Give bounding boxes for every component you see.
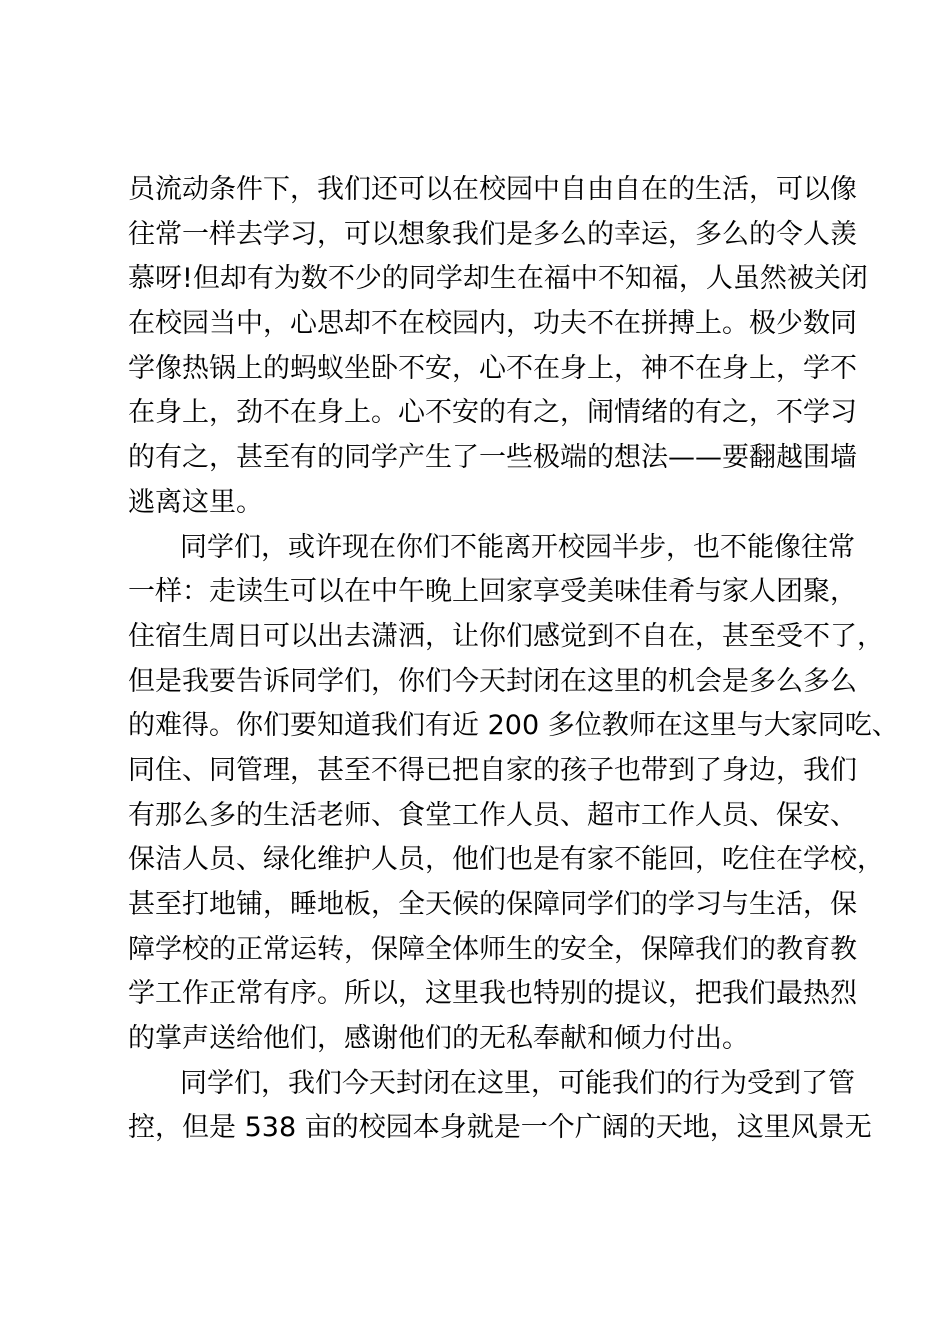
- text-line: 的有之，甚至有的同学产生了一些极端的想法——要翻越围墙: [128, 442, 857, 474]
- text-line: 在校园当中，心思却不在校园内，功夫不在拼搏上。极少数同: [128, 308, 857, 340]
- text-line: 甚至打地铺，睡地板，全天候的保障同学们的学习与生活，保: [128, 889, 857, 920]
- text-line: 学工作正常有序。所以，这里我也特别的提议，把我们最热烈: [128, 978, 857, 1010]
- text-line: 但是我要告诉同学们，你们今天封闭在这里的机会是多么多么: [128, 665, 857, 697]
- text-line: 学像热锅上的蚂蚁坐卧不安，心不在身上，神不在身上，学不: [128, 352, 857, 384]
- text-line: 保洁人员、绿化维护人员，他们也是有家不能回，吃住在学校，: [128, 844, 884, 876]
- text-line: 的掌声送给他们，感谢他们的无私奉献和倾力付出。: [128, 1023, 749, 1055]
- body-text: [128, 168, 899, 1151]
- text-line: 一样：走读生可以在中午晚上回家享受美味佳肴与家人团聚，: [128, 576, 857, 608]
- text-line: 障学校的正常运转，保障全体师生的安全，保障我们的教育教: [128, 933, 857, 965]
- paragraph-start-line: 同学们，或许现在你们不能离开校园半步，也不能像往常: [180, 531, 855, 563]
- text-line: 慕呀!但却有为数不少的同学却生在福中不知福，人虽然被关闭: [128, 263, 868, 295]
- text-line: 往常一样去学习，可以想象我们是多么的幸运，多么的令人羡: [128, 218, 857, 250]
- text-line: 同住、同管理，甚至不得已把自家的孩子也带到了身边，我们: [128, 754, 857, 786]
- text-line: 在身上，劲不在身上。心不安的有之，闹情绪的有之，不学习: [128, 397, 857, 429]
- text-line: 员流动条件下，我们还可以在校园中自由自在的生活，可以像: [128, 174, 857, 205]
- text-line: 控，但是 538 亩的校园本身就是一个广阔的天地，这里风景无: [128, 1112, 872, 1144]
- text-line: 的难得。你们要知道我们有近 200 多位教师在这里与大家同吃、: [128, 710, 899, 742]
- text-line: 逃离这里。: [128, 486, 263, 518]
- text-line: 有那么多的生活老师、食堂工作人员、超市工作人员、保安、: [128, 799, 857, 831]
- paragraph-start-line: 同学们，我们今天封闭在这里，可能我们的行为受到了管: [180, 1067, 855, 1099]
- text-line: 住宿生周日可以出去潇洒，让你们感觉到不自在，甚至受不了，: [128, 620, 884, 652]
